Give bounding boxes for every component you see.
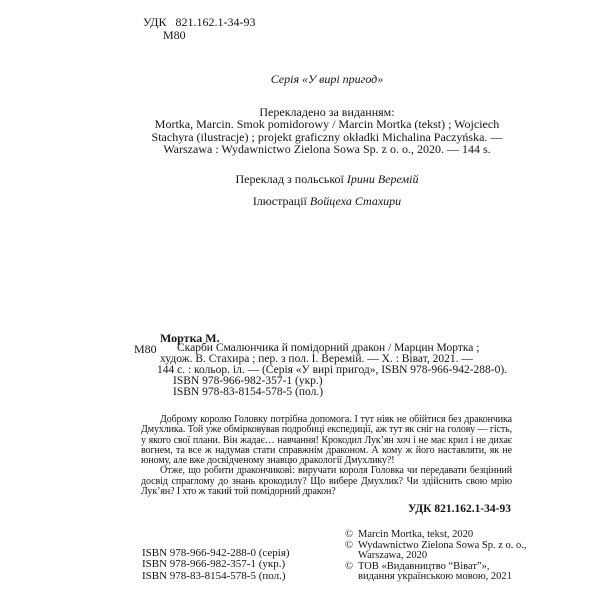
catalog-card-line: 144 с. : кольор. іл. — (Серія «У вирі пригод», ISBN 978-966-942-288-0). — [157, 364, 508, 376]
copyright-icon: © — [345, 529, 353, 540]
catalog-card-isbn-ukr: ISBN 978-966-982-357-1 (укр.) — [173, 375, 323, 387]
translator-name: Ірини Веремій — [346, 172, 419, 186]
copyright-entry — [345, 530, 527, 541]
catalog-card-line: Скарби Смалюнчика й помідорний дракон / Марцин Мортка ; — [177, 342, 480, 354]
copyright-line: Warszawa, 2020 — [358, 550, 428, 562]
catalog-card-author: Мортка М. — [160, 331, 220, 345]
source-edition-line: Mortka, Marcin. Smok pomidorowy / Marcin Mortka (tekst) ; Wojciech — [154, 117, 500, 132]
isbn-series: ISBN 978-966-942-288-0 (серія) — [142, 547, 290, 559]
copyright-text — [358, 530, 473, 541]
illustrator-prefix: Ілюстрації — [252, 194, 310, 208]
udk-value: 821.162.1-34-93 — [175, 15, 256, 29]
copyright-line: Marcin Mortka, tekst, 2020 — [358, 529, 474, 540]
source-edition-line: Stachyra (ilustracje) ; projekt graficzny okładki Michalina Paczyńska. — — [151, 129, 503, 144]
copyright-block — [345, 530, 527, 583]
copyright-line: ТОВ «Видавництво “Віват”», — [358, 560, 490, 572]
source-edition-line: Warszawa : Wydawnictwo Zielona Sowa Sp. z o. o., 2020. — 144 s. — [163, 141, 491, 156]
series-line: Серія «У вирі пригод» — [270, 72, 384, 86]
isbn-block — [142, 548, 290, 582]
annotation-paragraph: Доброму королю Головку потрібна допомога. І тут ніяк не обійтися без дракончика Дмухлика. Той уже обмірковував подробиці експедиції, аж тут як сніг на голову — гість, у якого свої плани. Він жадає… навчання! Крокодил Лук’ян хоч і не має крил і не дихає вогнем, та все ж надумав стати справжнім драконом. А кому ж його наставляти, як не юному, але вже досвідченому знавцю дракології Дмухлику?! — [141, 414, 512, 467]
catalog-card-line: худож. В. Стахира ; пер. з пол. І. Веремій. — Х. : Віват, 2021. — — [160, 353, 473, 365]
catalog-card-code: М80 — [134, 342, 157, 356]
translator-prefix: Переклад з польської — [235, 172, 347, 186]
illustrator-line — [143, 195, 511, 207]
udk-label: УДК — [143, 15, 167, 29]
udk-line — [143, 16, 255, 29]
catalog-card-isbn-pol: ISBN 978-83-8154-578-5 (пол.) — [173, 386, 324, 398]
translator-line — [143, 173, 511, 185]
copyright-icon: © — [345, 539, 353, 551]
source-edition-block — [143, 106, 511, 155]
annotation-block — [141, 415, 512, 497]
annotation-paragraph: Отже, що робити дракончикові: виручати короля Головка чи передавати безцінний досвід спраглому до знань крокодилу? Що вибере Дмухлик? Чи здійснить свою мрію Лук’ян? І хто ж такий той помідорний дракон? — [141, 465, 512, 498]
illustrator-name: Войцеха Стахири — [309, 194, 402, 208]
copyright-entry — [345, 562, 527, 583]
author-code: М80 — [163, 28, 186, 42]
udk-bottom: УДК 821.162.1-34-93 — [407, 503, 511, 515]
copyright-entry — [345, 541, 527, 562]
copyright-line: видання українською мовою, 2021 — [358, 571, 512, 583]
copyright-icon: © — [345, 560, 353, 572]
source-edition-heading: Перекладено за виданням: — [259, 105, 395, 119]
copyright-text — [358, 562, 512, 583]
udk-classification — [143, 16, 255, 42]
copyright-line: Wydawnictwo Zielona Sowa Sp. z o. o., — [358, 539, 527, 551]
isbn-polish: ISBN 978-83-8154-578-5 (пол.) — [142, 569, 286, 582]
copyright-text — [358, 541, 527, 562]
isbn-ukrainian: ISBN 978-966-982-357-1 (укр.) — [142, 558, 286, 571]
